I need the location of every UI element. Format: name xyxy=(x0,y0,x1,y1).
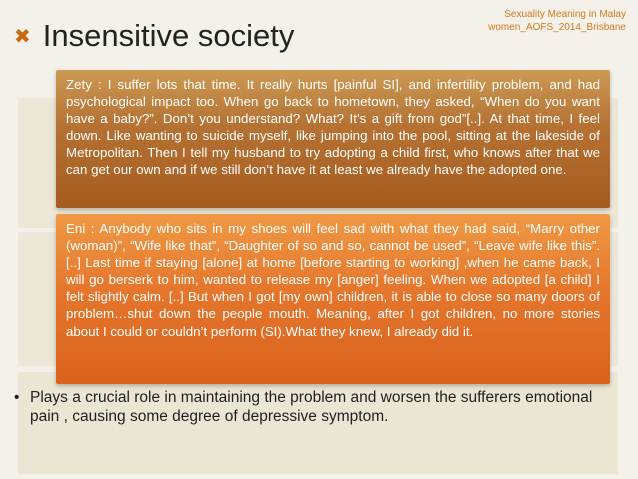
quote-box-eni xyxy=(56,214,610,384)
quote-box-zety xyxy=(56,70,610,208)
quote-text-zety: Zety : I suffer lots that time. It really hurts [painful SI], and infertility problem, and had psychological impact too. When go back to hometown, they asked, “When do you want have a baby?”. Don’t you understand? What? It’s a gift from god”[..]. At that time, I feel down. Like wanting to suicide myself, like jumping into the pool, sitting at the lakeside of Metropolitan. Then I tell my husband to try adopting a child first, who knows after that we can get our own and if we still don’t have it at least we already have the adopted one. xyxy=(66,77,600,178)
cross-bullet-icon: ✖ xyxy=(14,24,31,48)
quote-text-eni: Eni : Anybody who sits in my shoes will feel sad with what they had said, “Marry other (woman)”, “Wife like that”, “Daughter of so and so, cannot be used”, “Leave wife like this”. [..] Last time if staying [alone] at home [before starting to working] ,when he came back, I will go berserk to him, wanted to release my [anger] feeling. When we adopted [a child] I felt slightly calm. [..] But when I got [my own] children, it is able to close so many doors of problem…shut down the people mouth. Meaning, after I got children, no more stories about I could or couldn’t perform (SI).What they knew, I already did it. xyxy=(66,221,600,339)
summary-bullet-list xyxy=(14,388,600,426)
summary-bullet-text: Plays a crucial role in maintaining the problem and worsen the sufferers emotional pain , causing some degree of depressive symptom. xyxy=(30,389,593,425)
header-line-1: Sexuality Meaning in Malay xyxy=(504,9,626,20)
slide-title-text: Insensitive society xyxy=(42,18,295,53)
bullet-dot-icon: • xyxy=(14,389,20,406)
header-line-2: women_AOFS_2014_Brisbane xyxy=(488,22,626,33)
summary-bullet-item xyxy=(14,388,600,426)
